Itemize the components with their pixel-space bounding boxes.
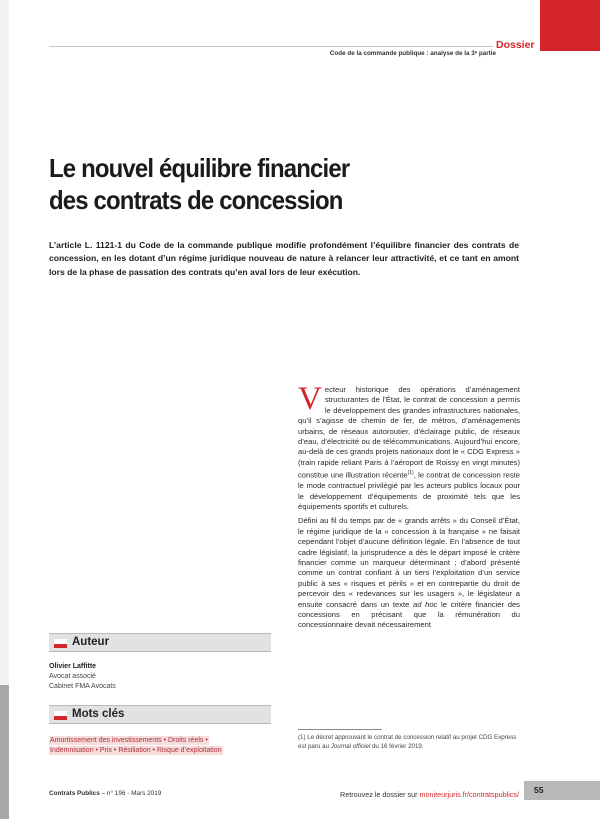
journal-issue: – n° 196 - Mars 2019	[99, 790, 162, 797]
article-title	[49, 152, 435, 216]
keywords-line-1: Amortissement des investissements • Droits réels •	[50, 737, 208, 744]
author-heading: Auteur	[72, 636, 110, 648]
footnote-ref: (1)	[407, 470, 414, 477]
title-line-1: Le nouvel équilibre financier	[49, 153, 350, 183]
section-label: Dossier	[496, 39, 535, 51]
author-firm: Cabinet FMA Avocats	[49, 683, 116, 690]
body-paragraph-1	[298, 381, 520, 512]
drop-cap: V	[298, 381, 322, 417]
left-margin-bar-dark	[0, 685, 9, 819]
flag-icon	[54, 639, 67, 648]
footnote-rule	[298, 729, 382, 730]
keywords-list	[49, 736, 271, 756]
page-number: 55	[534, 785, 544, 795]
keywords-heading-box	[49, 705, 271, 724]
flag-icon	[54, 711, 67, 720]
footnote-text: (1) Le décret approuvant le contrat de concession relatif au projet CDG Express est paru au	[298, 734, 517, 750]
journal-name: Contrats Publics	[49, 790, 100, 797]
article-body	[298, 381, 520, 635]
para1-text: ecteur historique des opérations d’aménagement structurantes de l’État, le contrat de concession a permis le développement des grandes infrastructures nationales, qu’il s’agisse de chemin de fer, de métros, d’aménagements urbains, de réseaux autoroutier, d’éclairage public, de réseaux d’eau, d’électricité ou de télécommunications. Aujourd’hui encore, au-delà de ces grands projets nationaux dont le « CDG Express » (train rapide reliant Paris à l’aéroport de Roissy en vingt minutes) constitue une illustration récente	[298, 385, 520, 480]
para2-text: Défini au fil du temps par de « grands arrêts » du Conseil d’État, le régime juridique de la « concession à la française » ne faisait cependant l’objet d’aucune définition légale. En l’absence de tout cadre législatif, la jurisprudence a dès le départ imposé le critère financier comme un marqueur déterminant ; d’abord présenté comme un contrat confiant à un tiers l’exploitation d’un service public à ses « risques et périls » et en contrepartie du droit de percevoir des « redevances sur les usagers », le législateur a ensuite consacré dans un texte	[298, 516, 520, 609]
author-heading-box	[49, 633, 271, 652]
header-tab	[540, 0, 600, 51]
footnote-italic: Journal officiel	[330, 742, 371, 750]
article-lead: L’article L. 1121-1 du Code de la commande publique modifie profondément l’équilibre financier des contrats de concession, en les dotant d’un régime juridique nouveau de nature à relancer leur attractivité, et ce tant en amont lors de la phase de passation des contrats qu’en aval lors de leur exécution.	[49, 240, 519, 277]
keywords-line-2: Indemnisation • Prix • Résiliation • Risque d’exploitation	[50, 746, 222, 754]
header-rule	[49, 46, 493, 47]
running-head: Code de la commande publique : analyse de la 3ᵉ partie	[329, 50, 496, 57]
body-paragraph-2	[298, 516, 520, 630]
para2-italic: ad hoc	[413, 599, 438, 609]
para1-end: , le contrat de concession reste le mode contractuel privilégié par les acteurs publics locaux pour le développement d’équipements de proximité tels que les équipements sportifs et culturels.	[298, 470, 520, 511]
author-name: Olivier Laffitte	[49, 663, 97, 670]
footnote	[298, 734, 520, 751]
author-role: Avocat associé	[49, 673, 96, 680]
footer-link-text: Retrouvez le dossier sur	[340, 790, 420, 799]
keywords-heading: Mots clés	[72, 708, 125, 720]
footnote-end: du 16 février 2019.	[370, 742, 424, 750]
para2-end: le critère financier des concessions en précisant que la rémunération du concessionnaire devait nécessairement	[298, 599, 520, 630]
footer-link-line	[340, 790, 519, 799]
page-number-box	[524, 781, 600, 800]
title-line-2: des contrats de concession	[49, 185, 343, 215]
footer-link[interactable]: moniteurjuris.fr/contratspublics/	[419, 790, 519, 799]
footer-journal	[49, 790, 161, 797]
